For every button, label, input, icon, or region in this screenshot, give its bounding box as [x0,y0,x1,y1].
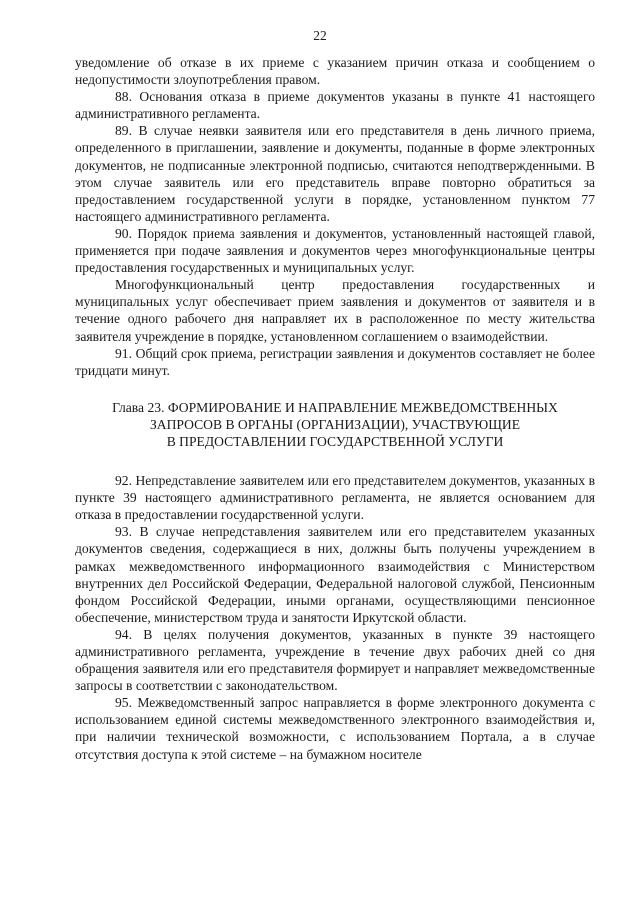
document-body [75,54,595,763]
paragraph-90: 90. Порядок приема заявления и документов, установленный настоящей главой, применяется при подаче заявления и документов через многофункциональные центры предоставления государственных и муниципальных услуг. [75,225,595,276]
page-number: 22 [313,28,327,43]
paragraph-95: 95. Межведомственный запрос направляется в форме электронного документа с использованием единой системы межведомственного электронного взаимодействия и, при наличии технической возможности, с использованием Портала, а в случае отсутствия доступа к этой системе – на бумажном носителе [75,695,595,762]
paragraph-90-mfc: Многофункциональный центр предоставления государственных и муниципальных услуг обеспечивает прием заявления и документов от заявителя и в течение одного рабочего дня направляет их в расположенное по месту жительства заявителя учреждение в порядке, установленном соглашением о взаимодействии. [75,277,595,344]
paragraph-88: 88. Основания отказа в приеме документов указаны в пункте 41 настоящего административного регламента. [75,89,595,122]
chapter-heading-line-1: Глава 23. ФОРМИРОВАНИЕ И НАПРАВЛЕНИЕ МЕЖВЕДОМСТВЕННЫХ [112,399,558,415]
paragraph-92: 92. Непредставление заявителем или его представителем документов, указанных в пункте 39 настоящего административного регламента, не является основанием для отказа в предоставлении государственной услуги. [75,473,595,523]
paragraph-89: 89. В случае неявки заявителя или его представителя в день личного приема, определенного в приглашении, заявление и документы, поданные в форме электронных документов, не подписанные электронной подписью, считаются неподтвержденными. В этом случае заявитель или его представитель вправе повторно обратиться за предоставлением государственной услуги в порядке, установленном пунктом 77 настоящего административного регламента. [75,123,595,224]
paragraph-continuation: уведомление об отказе в их приеме с указанием причин отказа и сообщением о недопустимости злоупотребления правом. [75,55,595,88]
paragraph-93: 93. В случае непредставления заявителем или его представителем указанных документов сведения, содержащиеся в них, должны быть получены учреждением в рамках межведомственного информационного взаимодействия с Министерством внутренних дел Российской Федерации, Федеральной налоговой службой, Пенсионным фондом Российской Федерации, иными органами, осуществляющими пенсионное обеспечение, министерством труда и занятости Иркутской области. [75,524,595,625]
chapter-heading-line-3: В ПРЕДОСТАВЛЕНИИ ГОСУДАРСТВЕННОЙ УСЛУГИ [166,433,504,449]
chapter-heading [75,399,595,450]
paragraph-94: 94. В целях получения документов, указанных в пункте 39 настоящего административного регламента, учреждение в течение двух рабочих дней со дня обращения заявителя или его представителя формирует и направляет межведомственные запросы в соответствии с законодательством. [75,626,595,694]
chapter-heading-line-2: ЗАПРОСОВ В ОРГАНЫ (ОРГАНИЗАЦИИ), УЧАСТВУЮЩИЕ [149,416,521,432]
paragraph-91: 91. Общий срок приема, регистрации заявления и документов составляет не более тридцати минут. [75,345,595,378]
